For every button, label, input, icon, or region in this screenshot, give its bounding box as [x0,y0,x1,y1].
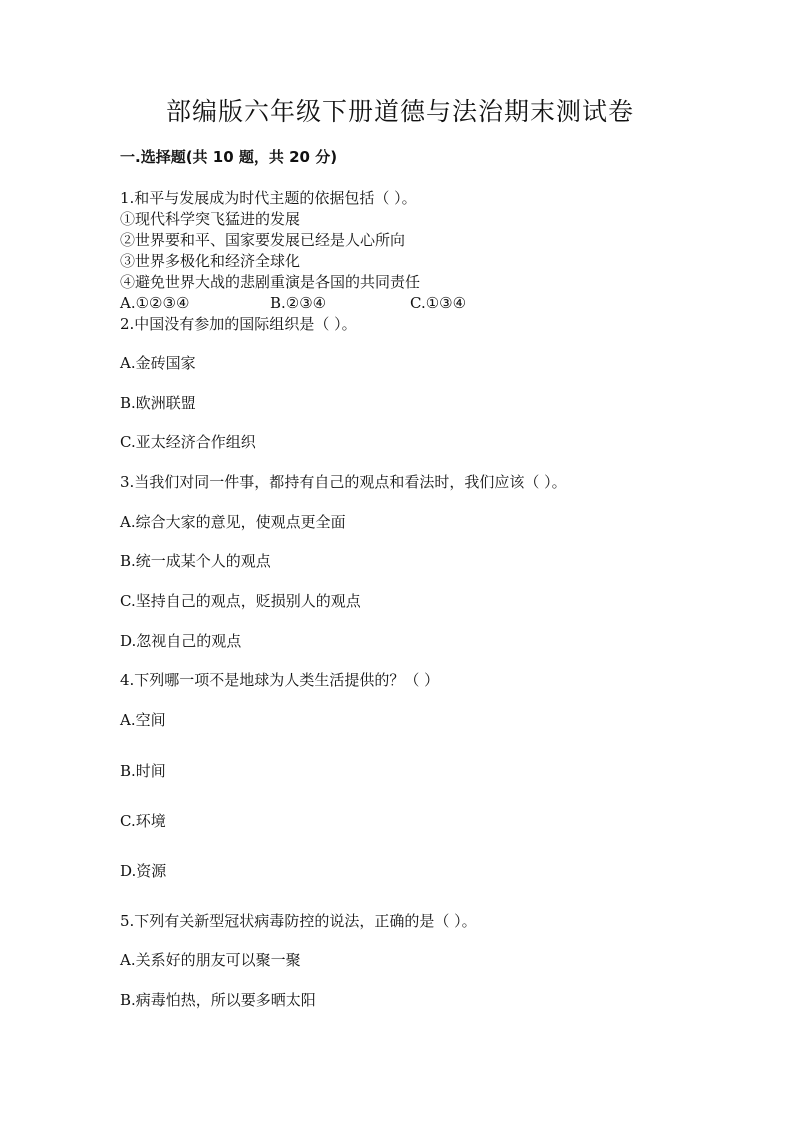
question-3-option-b: B.统一成某个人的观点 [120,552,271,570]
question-1-stem: 1.和平与发展成为时代主题的依据包括（ ）。 [120,189,417,207]
question-3-option-a: A.综合大家的意见，使观点更全面 [120,513,346,531]
question-3-option-c: C.坚持自己的观点，贬损别人的观点 [120,592,361,610]
page-title: 部编版六年级下册道德与法治期末测试卷 [165,97,634,126]
question-5-option-b: B.病毒怕热，所以要多晒太阳 [120,991,316,1009]
question-1-item-3: ③世界多极化和经济全球化 [120,252,301,270]
question-5-stem: 5.下列有关新型冠状病毒防控的说法，正确的是（ ）。 [120,912,477,930]
question-1-option-b: B.②③④ [270,294,327,312]
question-4-option-b: B.时间 [120,762,166,780]
question-1-item-1: ①现代科学突飞猛进的发展 [120,210,301,228]
question-2-stem: 2.中国没有参加的国际组织是（ ）。 [120,315,357,333]
question-4-stem: 4.下列哪一项不是地球为人类生活提供的？（ ） [120,671,440,689]
question-4-option-d: D.资源 [120,862,167,880]
question-1-option-c: C.①③④ [410,294,467,312]
question-5-option-a: A.关系好的朋友可以聚一聚 [120,951,301,969]
section-heading: 一.选择题(共 10 题，共 20 分) [120,148,338,166]
question-3-stem: 3.当我们对同一件事，都持有自己的观点和看法时，我们应该（ ）。 [120,473,567,491]
question-1-item-4: ④避免世界大战的悲剧重演是各国的共同责任 [120,273,421,291]
question-1-item-2: ②世界要和平、国家要发展已经是人心所向 [120,231,406,249]
question-3-option-d: D.忽视自己的观点 [120,632,242,650]
question-4-option-c: C.环境 [120,812,166,830]
question-2-option-c: C.亚太经济合作组织 [120,433,256,451]
question-4-option-a: A.空间 [120,711,166,729]
question-1-option-a: A.①②③④ [120,294,190,312]
question-2-option-b: B.欧洲联盟 [120,394,196,412]
question-2-option-a: A.金砖国家 [120,354,196,372]
